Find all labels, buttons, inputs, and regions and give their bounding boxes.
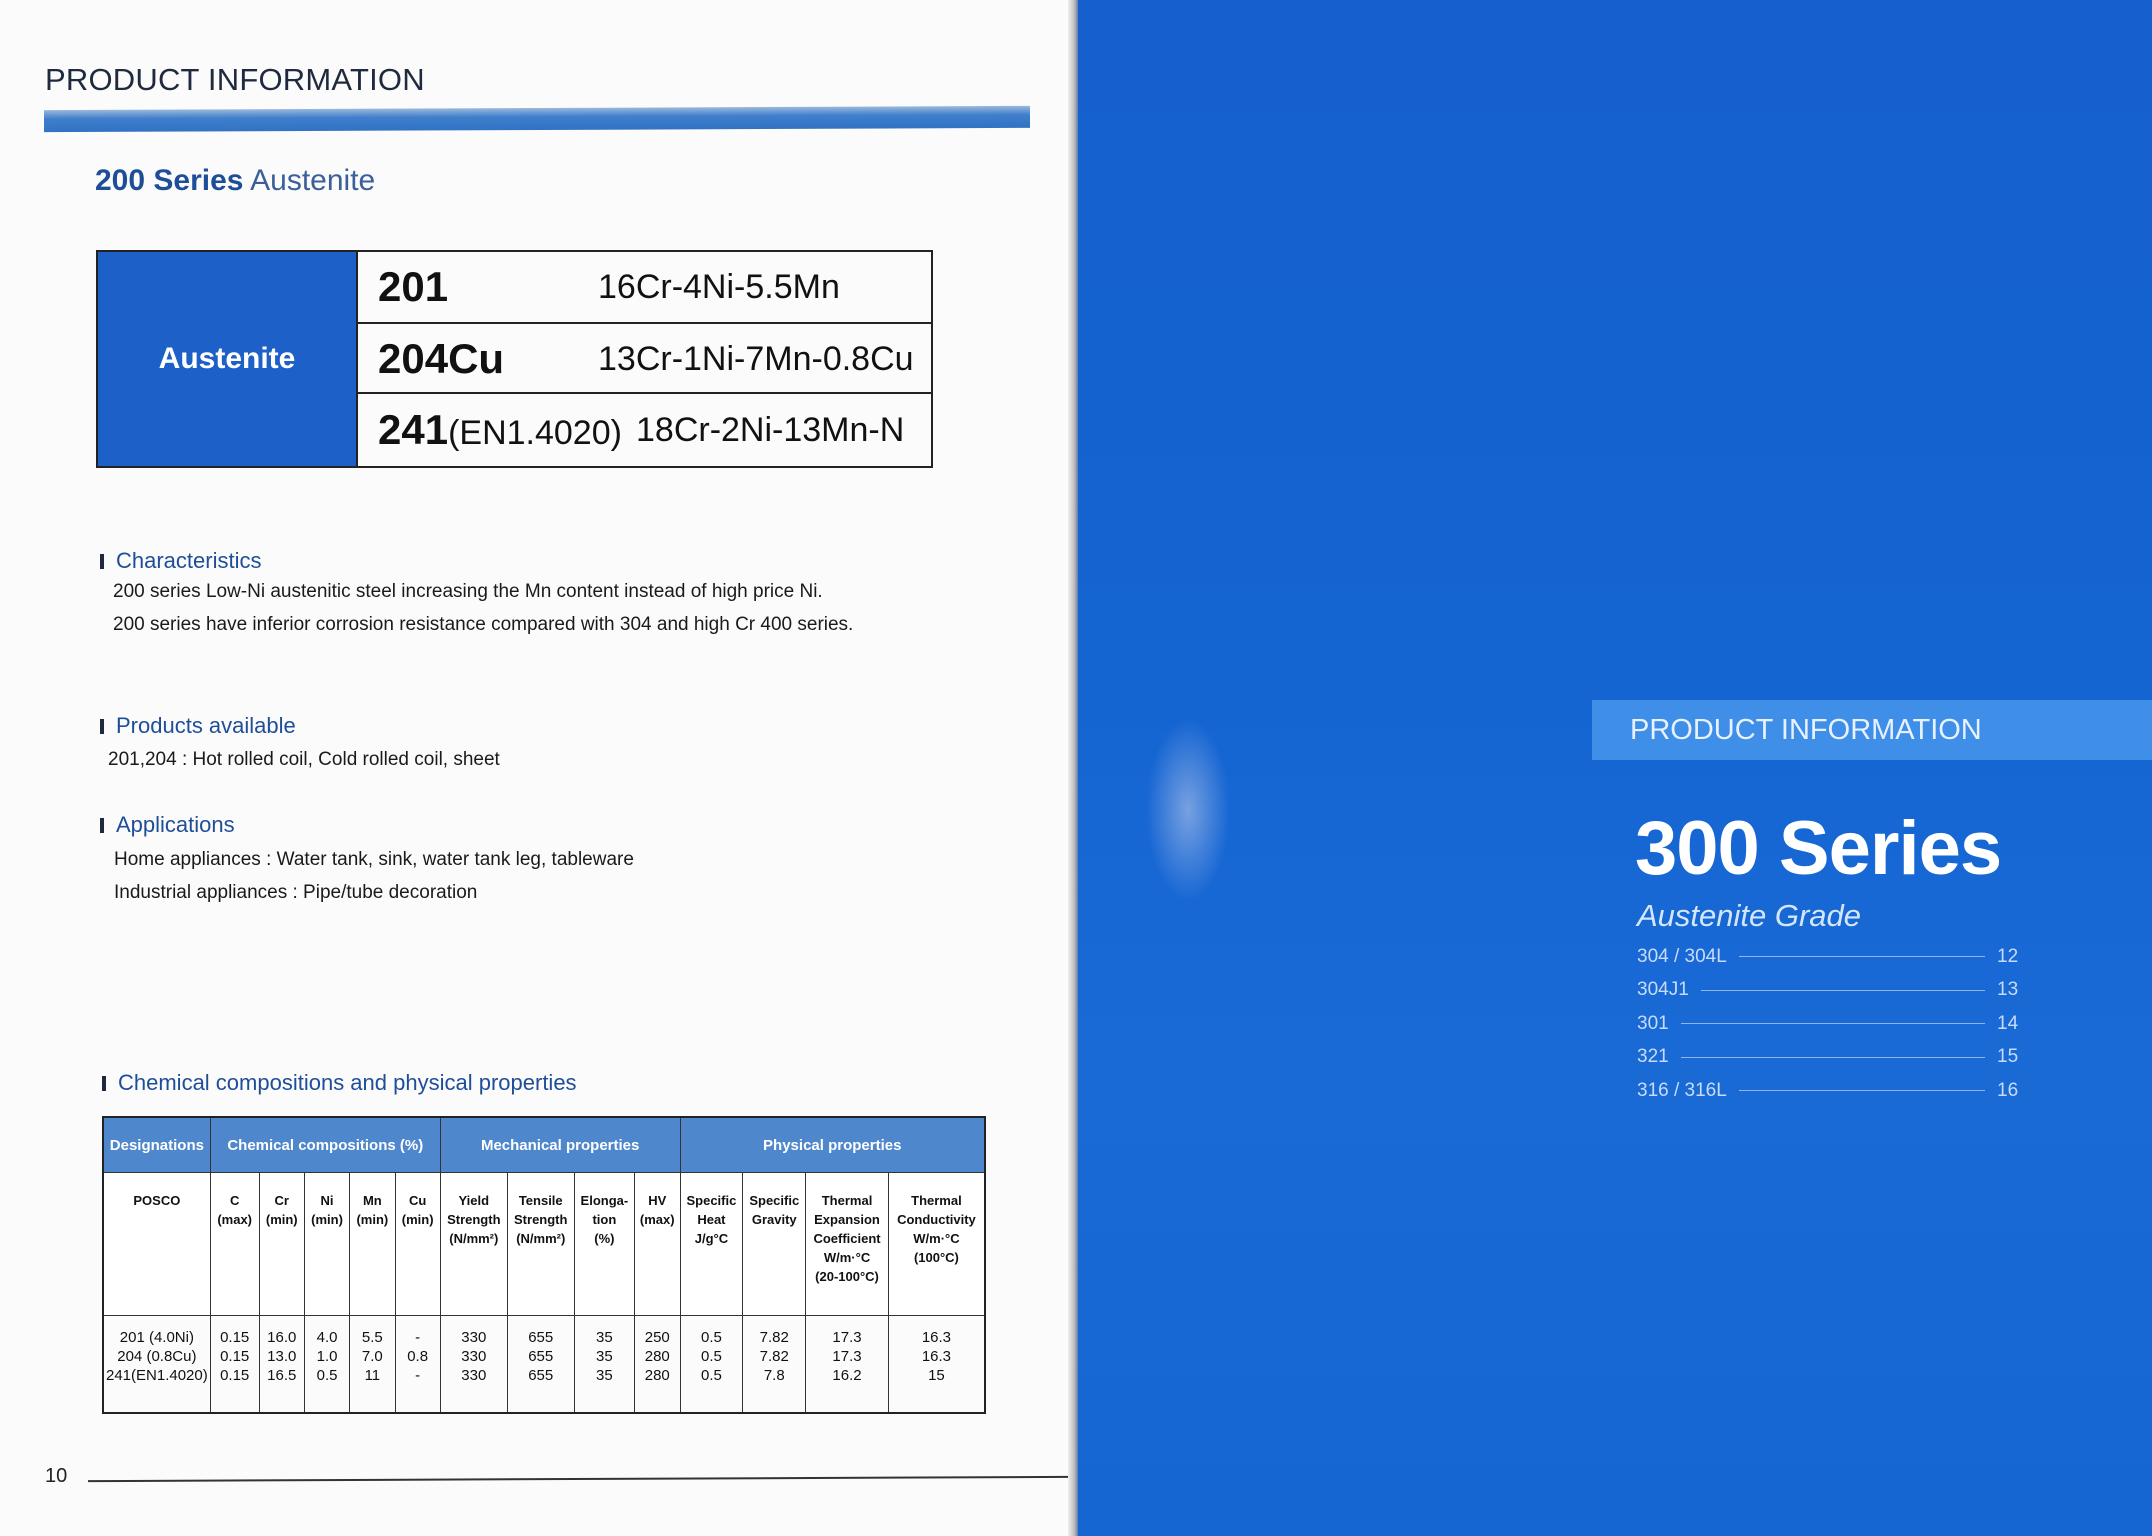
column-header: Thermal Conductivity W/m·°C (100°C) [888, 1173, 985, 1316]
products-title: Products available [116, 713, 296, 738]
column-header: Elonga- tion (%) [574, 1173, 634, 1316]
table-cell: 35 35 35 [574, 1316, 634, 1414]
bullet-mark [100, 818, 104, 833]
grade-code-text: 204Cu [378, 335, 505, 382]
toc-leader [1701, 990, 1985, 991]
grade-composition: 18Cr-2Ni-13Mn-N [636, 410, 905, 449]
toc-title: 316 / 316L [1637, 1079, 1727, 1101]
table-cell: 0.15 0.15 0.15 [210, 1316, 259, 1414]
toc-page: 14 [1997, 1012, 2019, 1034]
toc-title: 301 [1637, 1012, 1669, 1034]
column-header: Cr (min) [259, 1173, 304, 1316]
grade-row [356, 322, 933, 394]
column-header: Yield Strength (N/mm²) [440, 1173, 507, 1316]
applications-line: Home appliances : Water tank, sink, water tank leg, tableware [114, 849, 634, 870]
toc-item[interactable] [1637, 1041, 2027, 1075]
grade-code-text: 201 [378, 263, 449, 310]
series-heading-light: Austenite [250, 164, 376, 197]
table-column-row [103, 1173, 985, 1316]
column-header: Tensile Strength (N/mm²) [507, 1173, 574, 1316]
applications-heading [100, 812, 235, 838]
grade-code-text: 241 [378, 406, 449, 453]
column-header: Ni (min) [304, 1173, 349, 1316]
bullet-mark [100, 554, 104, 569]
column-header: C (max) [210, 1173, 259, 1316]
table-cell: 17.3 17.3 16.2 [806, 1316, 889, 1414]
section-band [1592, 700, 2152, 760]
series-heading [95, 164, 375, 198]
footer-rule [88, 1476, 1070, 1482]
table-heading [102, 1070, 577, 1096]
toc-item[interactable] [1637, 974, 2027, 1008]
characteristics-line: 200 series Low-Ni austenitic steel increasing the Mn content instead of high price Ni. [113, 581, 823, 602]
toc-page: 13 [1997, 979, 2019, 1001]
group-header: Designations [103, 1117, 210, 1173]
series-title: 300 Series [1635, 806, 2002, 891]
toc-item[interactable] [1637, 1074, 2027, 1108]
group-header: Physical properties [680, 1117, 985, 1173]
table-cell: 4.0 1.0 0.5 [304, 1316, 349, 1414]
column-header: Specific Gravity [743, 1173, 806, 1316]
toc-item[interactable] [1637, 940, 2027, 974]
page-number: 10 [45, 1465, 68, 1487]
characteristics-line: 200 series have inferior corrosion resistance compared with 304 and high Cr 400 series. [113, 614, 854, 635]
table-cell: 0.5 0.5 0.5 [680, 1316, 743, 1414]
right-page [1078, 0, 2152, 1536]
table-of-contents [1637, 940, 2027, 1108]
table-cell: 7.82 7.82 7.8 [743, 1316, 806, 1414]
table-row [103, 1316, 985, 1414]
toc-page: 12 [1997, 945, 2019, 967]
column-header: Thermal Expansion Coefficient W/m·°C (20-100°C) [806, 1173, 889, 1316]
toc-item[interactable] [1637, 1007, 2027, 1041]
table-cell: 330 330 330 [440, 1316, 507, 1414]
table-cell: 250 280 280 [635, 1316, 680, 1414]
table-cell: 5.5 7.0 11 [350, 1316, 395, 1414]
column-header: Cu (min) [395, 1173, 440, 1316]
section-band-label: PRODUCT INFORMATION [1630, 714, 1982, 746]
applications-title: Applications [116, 812, 235, 837]
grade-row [356, 252, 933, 322]
group-header: Mechanical properties [440, 1117, 680, 1173]
products-line: 201,204 : Hot rolled coil, Cold rolled coil, sheet [108, 749, 500, 770]
characteristics-title: Characteristics [116, 548, 262, 573]
applications-line: Industrial appliances : Pipe/tube decoration [114, 882, 478, 903]
page-header: PRODUCT INFORMATION [45, 62, 425, 97]
toc-leader [1681, 1057, 1985, 1058]
bullet-mark [102, 1076, 106, 1091]
grade-code [378, 335, 598, 383]
series-subtitle: Austenite Grade [1637, 898, 1862, 933]
products-heading [100, 713, 296, 739]
group-header: Chemical compositions (%) [210, 1117, 440, 1173]
grade-category-label: Austenite [98, 252, 356, 466]
column-header: Specific Heat J/g°C [680, 1173, 743, 1316]
toc-leader [1681, 1023, 1985, 1024]
table-cell: 655 655 655 [507, 1316, 574, 1414]
grade-composition: 16Cr-4Ni-5.5Mn [598, 267, 840, 306]
grade-code-sub: (EN1.4020) [448, 414, 622, 452]
column-header: HV (max) [635, 1173, 680, 1316]
toc-title: 304J1 [1637, 979, 1689, 1001]
toc-leader [1739, 1090, 1985, 1091]
series-heading-bold: 200 Series [95, 164, 244, 197]
toc-title: 321 [1637, 1046, 1669, 1068]
column-header: Mn (min) [350, 1173, 395, 1316]
table-title: Chemical compositions and physical properties [118, 1070, 577, 1095]
toc-title: 304 / 304L [1637, 945, 1727, 967]
table-cell: 16.3 16.3 15 [888, 1316, 985, 1414]
toc-page: 16 [1997, 1079, 2019, 1101]
characteristics-heading [100, 548, 261, 574]
grade-code [378, 406, 636, 454]
grade-row [356, 392, 933, 466]
properties-table [102, 1116, 986, 1414]
header-rule [44, 106, 1030, 132]
grade-composition: 13Cr-1Ni-7Mn-0.8Cu [598, 339, 914, 378]
left-page [0, 0, 1075, 1536]
toc-page: 15 [1997, 1046, 2019, 1068]
table-cell: 201 (4.0Ni) 204 (0.8Cu) 241(EN1.4020) [103, 1316, 210, 1414]
grade-code [378, 263, 598, 311]
table-cell: - 0.8 - [395, 1316, 440, 1414]
table-group-row [103, 1117, 985, 1173]
column-header: POSCO [103, 1173, 210, 1316]
bullet-mark [100, 719, 104, 734]
table-cell: 16.0 13.0 16.5 [259, 1316, 304, 1414]
toc-leader [1739, 956, 1985, 957]
grade-box [96, 250, 933, 468]
